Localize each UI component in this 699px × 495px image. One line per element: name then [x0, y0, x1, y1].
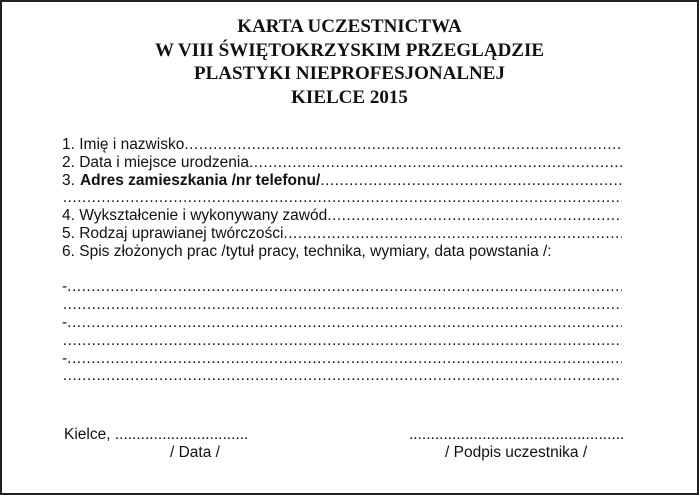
field-art-type-label: 5. Rodzaj uprawianej twórczości [62, 224, 284, 242]
field-education-row [62, 207, 622, 225]
field-works-list-row [62, 243, 622, 261]
field-address-continuation-row [62, 189, 622, 207]
work-entry-2-continuation [62, 332, 622, 350]
work-entry-bullet: - [62, 313, 68, 331]
work-entry-2 [62, 314, 622, 332]
title-line-4: KIELCE 2015 [291, 86, 408, 108]
work-entry-2-continuation-blank[interactable] [62, 332, 622, 350]
work-entry-bullet: - [62, 278, 68, 296]
field-address-row [62, 172, 622, 190]
work-entry-3 [62, 350, 622, 368]
field-education-blank[interactable] [327, 207, 622, 225]
field-address-label: Adres zamieszkania /nr telefonu/ [79, 171, 321, 189]
title-line-3: PLASTYKI NIEPROFESJONALNEJ [194, 63, 505, 84]
field-education-label: 4. Wykształcenie i wykonywany zawód [62, 207, 328, 225]
title-line-2: W VIII ŚWIĘTOKRZYSKIM PRZEGLĄDZIE [154, 39, 545, 61]
field-art-type-row [62, 225, 622, 243]
work-entry-bullet: - [62, 349, 68, 367]
field-birth-label: 2. Data i miejsce urodzenia [62, 153, 249, 171]
field-address-continuation-blank[interactable] [62, 189, 622, 207]
work-entry-1-continuation [62, 296, 622, 314]
work-entry-1-continuation-blank[interactable] [62, 296, 622, 314]
spacer [62, 261, 622, 279]
date-caption: / Data / [170, 444, 220, 461]
field-birth-row [62, 154, 622, 172]
place-date-field[interactable]: Kielce, ............................... [64, 426, 249, 443]
field-address-blank[interactable] [320, 172, 622, 190]
signature-field[interactable]: .................................................. [409, 426, 625, 443]
card-title [2, 15, 697, 109]
work-entry-3-blank[interactable] [67, 350, 622, 368]
field-art-type-blank[interactable] [283, 225, 622, 243]
field-name-row [62, 136, 622, 154]
work-entry-1 [62, 278, 622, 296]
work-entry-3-continuation-blank[interactable] [62, 367, 622, 385]
field-address-number: 3. [62, 171, 75, 189]
title-line-1: KARTA UCZESTNICTWA [237, 16, 462, 37]
signature-caption: / Podpis uczestnika / [445, 444, 588, 461]
field-name-blank[interactable] [184, 136, 622, 154]
work-entry-1-blank[interactable] [67, 278, 622, 296]
form-fields [62, 136, 622, 385]
field-birth-blank[interactable] [249, 154, 622, 172]
work-entry-3-continuation [62, 367, 622, 385]
work-entry-2-blank[interactable] [67, 314, 622, 332]
field-name-label: 1. Imię i nazwisko [62, 136, 185, 153]
field-works-list-label: 6. Spis złożonych prac /tytuł pracy, technika, wymiary, data powstania /: [62, 242, 552, 260]
